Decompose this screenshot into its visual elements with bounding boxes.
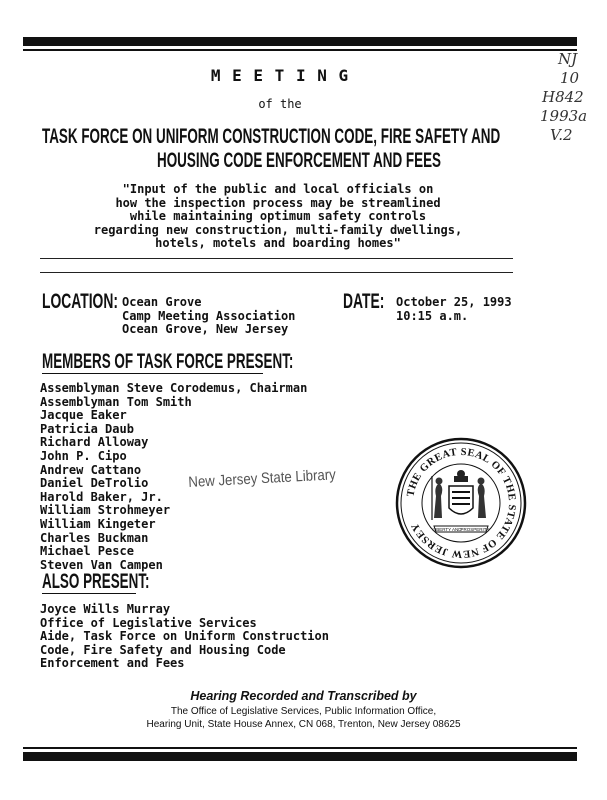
also-present-heading: ALSO PRESENT: [42,570,150,593]
seal-ring-path: THE GREAT SEAL OF THE STATE OF NEW JERSEY [405,446,518,560]
footer-line2: Hearing Unit, State House Annex, CN 068, Trenton, New Jersey 08625 [146,719,461,730]
of-the-text: of the [258,97,302,111]
state-seal-icon [394,436,528,570]
hearing-subject [0,183,556,251]
task-force-title-line2: HOUSING CODE ENFORCEMENT AND FEES [157,149,441,172]
member-name: Assemblyman Tom Smith [40,394,192,409]
member-name: Michael Pesce [40,544,134,559]
divider-rule [40,272,513,273]
members-heading-underline [42,373,263,374]
top-border-bar [23,37,577,46]
member-name: William Kingeter [40,516,156,531]
also-present-line: Joyce Wills Murray [40,602,171,616]
handwritten-line: 10 [560,69,580,87]
task-force-title-line1: TASK FORCE ON UNIFORM CONSTRUCTION CODE, FIRE SAFETY AND [42,125,501,148]
location-line: Ocean Grove, New Jersey [122,322,289,336]
location-label: LOCATION: [42,290,118,313]
member-name: Harold Baker, Jr. [40,489,163,504]
handwritten-line: NJ [558,50,578,68]
divider-rule [40,258,513,259]
member-name: John P. Cipo [40,448,127,463]
member-name: William Strohmeyer [40,503,171,518]
also-present-list [40,603,329,671]
footer-heading: Hearing Recorded and Transcribed by [190,689,417,703]
date-line: October 25, 1993 [396,295,512,309]
member-name: Jacque Eaker [40,408,127,423]
member-name: Assemblyman Steve Corodemus, Chairman [40,381,308,395]
library-stamp: New Jersey State Library [188,466,337,491]
also-present-underline [42,593,136,594]
subject-line: "Input of the public and local officials on [122,182,434,196]
handwritten-line: H842 [542,88,584,106]
seal-ribbon-left: LIBERTY AND [432,527,462,532]
bottom-border-bar [23,752,577,761]
seal-ribbon-right: PROSPERITY [460,527,490,532]
date-label: DATE: [343,290,385,313]
also-present-line: Office of Legislative Services [40,615,257,630]
member-name: Richard Alloway [40,435,149,450]
member-name: Charles Buckman [40,530,149,545]
subject-line: while maintaining optimum safety controls [129,209,427,223]
time-line: 10:15 a.m. [396,308,469,323]
member-name: Daniel DeTrolio [40,476,149,491]
member-name: Andrew Cattano [40,462,142,477]
date-value [396,296,512,323]
also-present-line: Aide, Task Force on Uniform Construction [40,629,329,644]
also-present-line: Enforcement and Fees [40,656,185,671]
location-line: Camp Meeting Association [122,308,296,323]
seal-coat-of-arms-icon [432,470,488,532]
subject-line: hotels, motels and boarding homes" [155,236,401,250]
location-line: Ocean Grove [122,295,202,309]
location-value [122,296,295,337]
top-border-thin [23,49,577,51]
footer-line1: The Office of Legislative Services, Public Information Office, [170,706,437,717]
also-present-line: Code, Fire Safety and Housing Code [40,642,286,657]
subject-line: regarding new construction, multi-family dwellings, [93,222,463,237]
handwritten-line: V.2 [550,126,573,144]
member-name: Patricia Daub [40,421,134,436]
meeting-title: M E E T I N G [210,66,350,85]
member-name: Steven Van Campen [40,557,163,572]
bottom-border-thin [23,747,577,749]
subject-line: how the inspection process may be streamlined [115,195,441,210]
handwritten-line: 1993a [540,107,588,125]
members-heading: MEMBERS OF TASK FORCE PRESENT: [42,350,294,373]
